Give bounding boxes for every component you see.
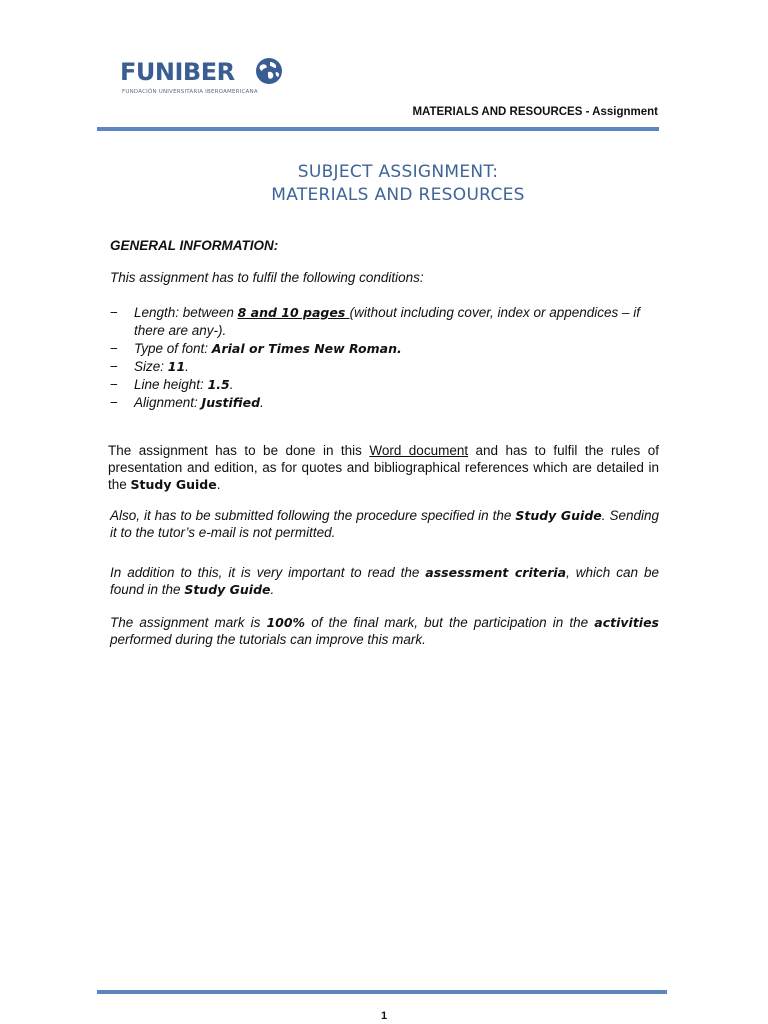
condition-size xyxy=(110,358,660,376)
text-run: , which can be found in the xyxy=(110,565,659,597)
condition-suffix: . xyxy=(185,359,189,374)
conditions-list xyxy=(110,304,660,412)
logo-wordmark: FUNIBER xyxy=(120,58,235,86)
text-run: of the final mark, but the participation in the xyxy=(305,615,595,630)
condition-label: Size: xyxy=(134,359,168,374)
title-line-2: MATERIALS AND RESOURCES xyxy=(271,185,525,205)
logo-subtitle: FUNDACIÓN UNIVERSITARIA IBEROAMERICANA xyxy=(122,89,258,95)
paragraph-word-document xyxy=(108,442,659,493)
text-run: . xyxy=(270,582,275,597)
header-rule xyxy=(97,127,659,131)
condition-label: Line height: xyxy=(134,377,208,392)
condition-value: 11 xyxy=(167,359,186,374)
list-dash: − xyxy=(110,377,118,392)
condition-alignment xyxy=(110,394,660,412)
word-document-link[interactable]: Word document xyxy=(369,443,469,458)
text-run: The assignment mark is xyxy=(110,615,267,630)
document-title xyxy=(100,161,696,207)
text-run: and has to fulfil the rules of presentation and edition, as for quotes and bibliographical references which are detailed in the xyxy=(108,443,659,492)
page-number: 1 xyxy=(380,1010,388,1022)
condition-font xyxy=(110,340,660,358)
text-run: In addition to this, it is very important to read the xyxy=(110,565,426,580)
condition-line-height xyxy=(110,376,660,394)
list-dash: − xyxy=(110,341,118,356)
globe-icon xyxy=(254,56,284,86)
funiber-logo xyxy=(120,56,290,100)
footer-rule xyxy=(97,990,667,994)
condition-suffix: . xyxy=(260,395,264,410)
condition-label: Length: between xyxy=(134,305,238,320)
title-line-1: SUBJECT ASSIGNMENT: xyxy=(297,162,499,182)
condition-value: 1.5 xyxy=(207,377,230,392)
study-guide-ref: Study Guide xyxy=(184,582,271,597)
condition-value: Justified xyxy=(201,395,261,410)
mark-percentage: 100% xyxy=(266,615,306,630)
list-dash: − xyxy=(110,395,118,410)
condition-label: Type of font: xyxy=(134,341,212,356)
study-guide-ref: Study Guide xyxy=(130,477,217,492)
text-run: . Sending it to the tutor’s e-mail is not permitted. xyxy=(110,508,660,540)
paragraph-mark xyxy=(110,614,659,648)
activities-ref: activities xyxy=(594,615,659,630)
condition-suffix: (without including cover, index or appendices – if there are any-). xyxy=(134,305,641,338)
paragraph-assessment xyxy=(110,564,659,598)
condition-length xyxy=(110,304,660,340)
conditions-intro: This assignment has to fulfil the following conditions: xyxy=(110,270,424,285)
text-run: . xyxy=(216,477,221,492)
condition-value: 8 and 10 pages xyxy=(237,305,350,320)
running-header: MATERIALS AND RESOURCES - Assignment xyxy=(412,106,658,118)
text-run: performed during the tutorials can improve this mark. xyxy=(110,632,426,647)
paragraph-submission xyxy=(110,507,659,541)
condition-value: Arial or Times New Roman. xyxy=(211,341,402,356)
condition-suffix: . xyxy=(229,377,234,392)
general-info-heading: GENERAL INFORMATION: xyxy=(110,238,279,253)
text-run: The assignment has to be done in this xyxy=(108,443,370,458)
study-guide-ref: Study Guide xyxy=(515,508,602,523)
list-dash: − xyxy=(110,359,118,374)
list-dash: − xyxy=(110,305,118,320)
assessment-criteria-ref: assessment criteria xyxy=(425,565,567,580)
text-run: Also, it has to be submitted following the procedure specified in the xyxy=(110,508,516,523)
condition-label: Alignment: xyxy=(134,395,202,410)
